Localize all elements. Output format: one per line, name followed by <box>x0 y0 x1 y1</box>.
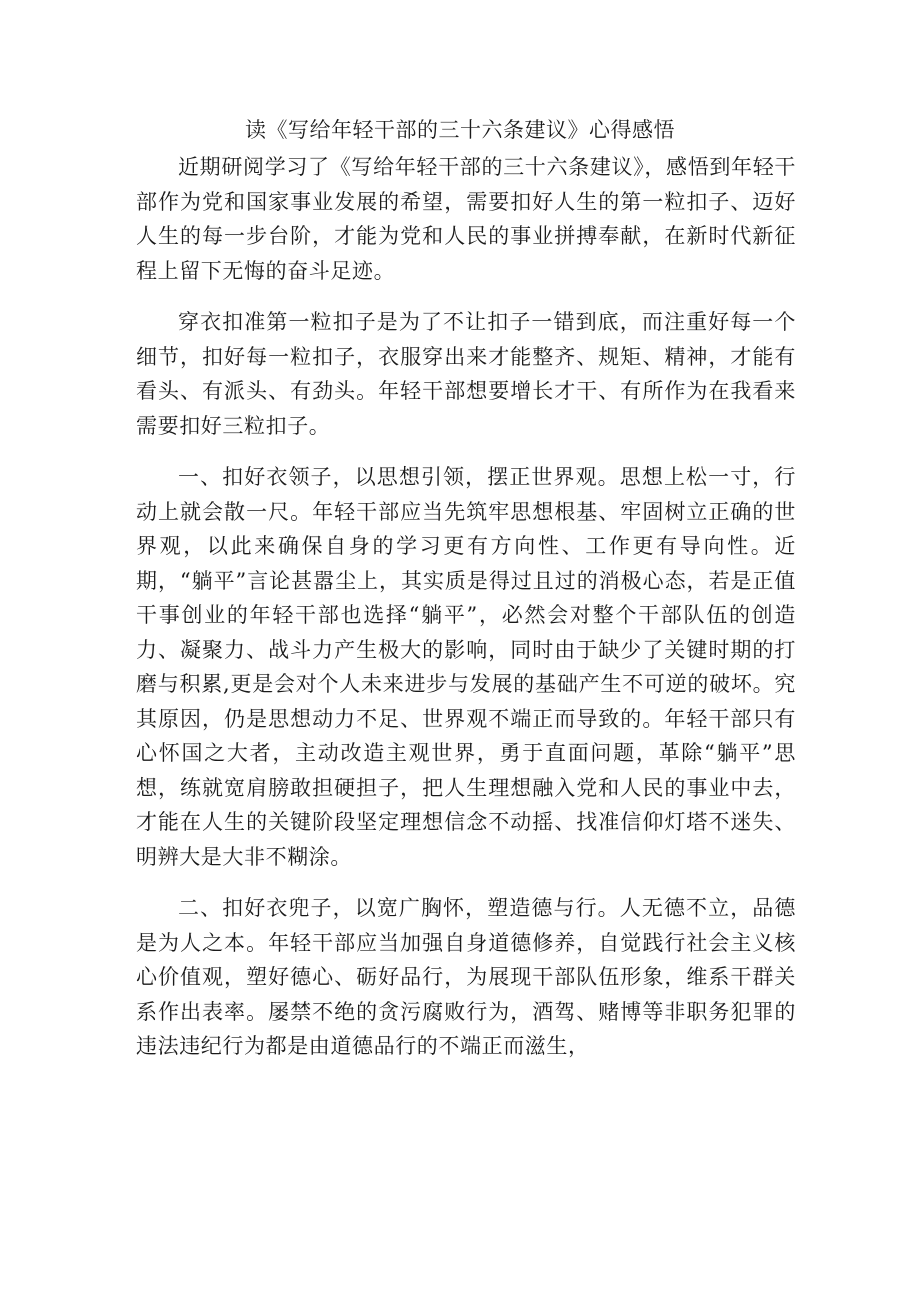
document-title: 读《写给年轻干部的三十六条建议》心得感悟 <box>245 118 675 142</box>
paragraph-pocket: 二、扣好衣兜子，以宽广胸怀，塑造德与行。人无德不立，品德是为人之本。年轻干部应当加强自身道德修养，自觉践行社会主义核心价值观，塑好德心、砺好品行，为展现干部队伍形象，维系干群关系作出表率。屡禁不绝的贪污腐败行为，酒驾、赌博等非职务犯罪的违法违纪行为都是由道德品行的不端正而滋生， <box>136 896 796 1058</box>
paragraph-collar: 一、扣好衣领子，以思想引领，摆正世界观。思想上松一寸，行动上就会散一尺。年轻干部应当先筑牢思想根基、牢固树立正确的世界观，以此来确保自身的学习更有方向性、工作更有导向性。近期，“躺平”言论甚嚣尘上，其实质是得过且过的消极心态，若是正值干事创业的年轻干部也选择“躺平”，必然会对整个干部队伍的创造力、凝聚力、战斗力产生极大的影响，同时由于缺少了关键时期的打磨与积累,更是会对个人未来进步与发展的基础产生不可逆的破坏。究其原因，仍是思想动力不足、世界观不端正而导致的。年轻干部只有心怀国之大者，主动改造主观世界，勇于直面问题，革除“躺平”思想，练就宽肩膀敢担硬担子，把人生理想融入党和人民的事业中去，才能在人生的关键阶段坚定理想信念不动摇、找准信仰灯塔不迷失、明辨大是大非不糊涂。 <box>136 465 796 869</box>
paragraph-first-button: 穿衣扣准第一粒扣子是为了不让扣子一错到底，而注重好每一个细节，扣好每一粒扣子，衣服穿出来才能整齐、规矩、精神，才能有看头、有派头、有劲头。年轻干部想要增长才干、有所作为在我看来需要扣好三粒扣子。 <box>136 310 796 438</box>
paragraph-intro: 近期研阅学习了《写给年轻干部的三十六条建议》，感悟到年轻干部作为党和国家事业发展的希望，需要扣好人生的第一粒扣子、迈好人生的每一步台阶，才能为党和人民的事业拼搏奉献，在新时代新征程上留下无悔的奋斗足迹。 <box>136 155 796 283</box>
document-body <box>136 150 796 1081</box>
